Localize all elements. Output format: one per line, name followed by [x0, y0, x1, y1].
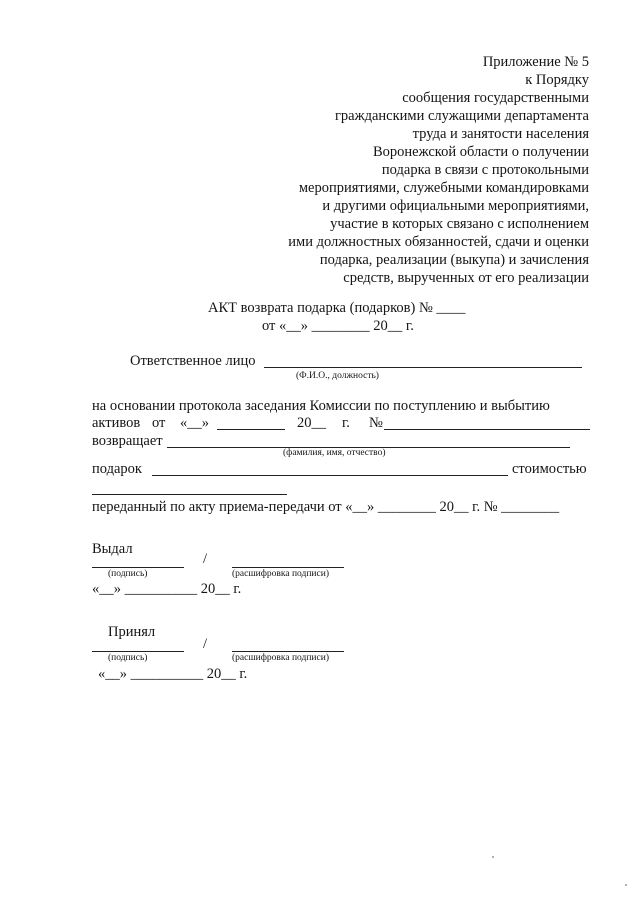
accepted-signature-field[interactable]: [92, 651, 184, 652]
appendix-line: и другими официальными мероприятиями,: [322, 198, 589, 214]
returns-label: возвращает: [92, 433, 163, 449]
accepted-signature-caption: (подпись): [108, 653, 148, 663]
scan-speck: [625, 884, 627, 886]
appendix-line: труда и занятости населения: [412, 126, 589, 142]
assets-from: от: [152, 415, 166, 431]
assets-label: активов: [92, 415, 141, 431]
cost-label: стоимостью: [512, 461, 587, 477]
scan-speck: [492, 856, 494, 858]
responsible-caption: (Ф.И.О., должность): [296, 371, 379, 381]
act-title: АКТ возврата подарка (подарков) № ____: [208, 300, 466, 316]
appendix-line: гражданскими служащими департамента: [334, 108, 589, 124]
responsible-field[interactable]: [264, 367, 582, 368]
gift-field[interactable]: [152, 475, 508, 476]
assets-year: 20__: [297, 415, 326, 431]
appendix-line: участие в которых связано с исполнением: [330, 216, 589, 232]
appendix-line: подарка в связи с протокольными: [381, 162, 589, 178]
returns-caption: (фамилия, имя, отчество): [283, 448, 386, 458]
accepted-date: «__» __________ 20__ г.: [98, 666, 248, 682]
accepted-decode-field[interactable]: [232, 651, 344, 652]
appendix-line: средств, вырученных от его реализации: [343, 270, 589, 286]
issued-signature-caption: (подпись): [108, 569, 148, 579]
accepted-label: Принял: [108, 624, 156, 640]
assets-month-field[interactable]: [217, 429, 285, 430]
accepted-decode-caption: (расшифровка подписи): [232, 653, 329, 663]
issued-signature-field[interactable]: [92, 567, 184, 568]
responsible-label: Ответственное лицо: [130, 353, 256, 369]
basis-text: на основании протокола заседания Комиссии по поступлению и выбытию: [92, 398, 550, 414]
appendix-line: сообщения государственными: [402, 90, 589, 106]
issued-label: Выдал: [92, 541, 133, 557]
assets-number-sign: №: [369, 415, 383, 431]
appendix-line: к Порядку: [525, 72, 589, 88]
appendix-line: мероприятиями, служебными командировками: [298, 180, 589, 196]
appendix-line: ими должностных обязанностей, сдачи и оценки: [288, 234, 589, 250]
transfer-text: переданный по акту приема-передачи от «__» ________ 20__ г. № ________: [92, 499, 560, 515]
cost-field[interactable]: [92, 494, 287, 495]
protocol-number-field[interactable]: [384, 429, 590, 430]
accepted-slash: /: [203, 636, 208, 652]
act-date: от «__» ________ 20__ г.: [262, 318, 414, 334]
appendix-line: подарка, реализации (выкупа) и зачисления: [319, 252, 589, 268]
appendix-line: Воронежской области о получении: [372, 144, 589, 160]
issued-date: «__» __________ 20__ г.: [92, 581, 242, 597]
issued-decode-field[interactable]: [232, 567, 344, 568]
issued-slash: /: [203, 551, 208, 567]
assets-year-suffix: г.: [342, 415, 350, 431]
issued-decode-caption: (расшифровка подписи): [232, 569, 329, 579]
gift-label: подарок: [92, 461, 142, 477]
assets-day: «__»: [180, 415, 209, 431]
appendix-line: Приложение № 5: [482, 54, 589, 70]
